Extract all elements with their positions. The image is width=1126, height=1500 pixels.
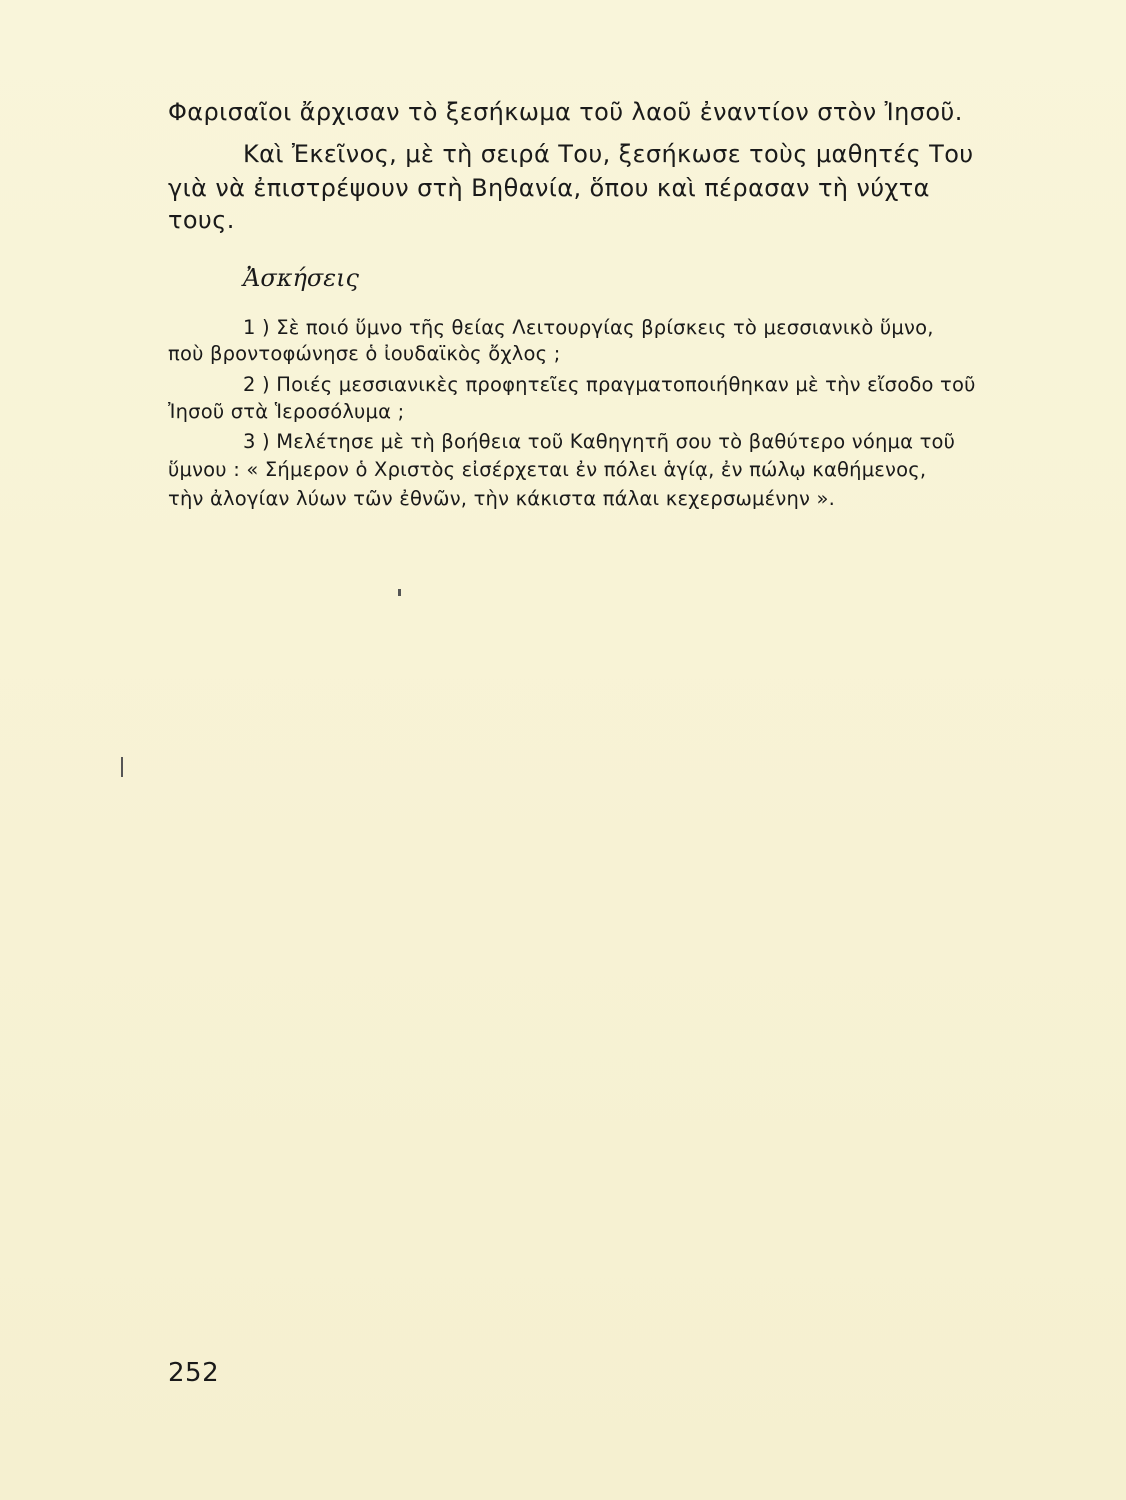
body-line-2: Καὶ Ἐκεῖνος, μὲ τὴ σειρά Του, ξεσήκωσε τοὺς μαθητές Του — [243, 140, 974, 168]
exercise-2-line-1: 2 ) Ποιές μεσσιανικὲς προφητεῖες πραγματοποιήθηκαν μὲ τὴν εἴσοδο τοῦ — [243, 373, 976, 396]
exercise-3-line-1: 3 ) Μελέτησε μὲ τὴ βοήθεια τοῦ Καθηγητῆ σου τὸ βαθύτερο νόημα τοῦ — [243, 430, 956, 453]
exercise-3-line-2: ὕμνου : « Σήμερον ὁ Χριστὸς εἰσέρχεται ἐν πόλει ἁγίᾳ, ἐν πώλῳ καθήμενος, — [168, 458, 927, 481]
body-line-4: τους. — [168, 206, 235, 234]
page-number: 252 — [168, 1358, 220, 1388]
exercise-3-line-3: τὴν ἀλογίαν λύων τῶν ἐθνῶν, τὴν κάκιστα πάλαι κεχερσωμένην ». — [168, 487, 836, 510]
ink-speck — [398, 589, 401, 596]
margin-mark — [121, 757, 123, 777]
body-line-1: Φαρισαῖοι ἄρχισαν τὸ ξεσήκωμα τοῦ λαοῦ ἐναντίον στὸν Ἰησοῦ. — [168, 98, 963, 126]
exercises-heading: Ἀσκήσεις — [243, 264, 359, 292]
exercise-1-line-2: ποὺ βροντοφώνησε ὁ ἰουδαϊκὸς ὄχλος ; — [168, 342, 561, 365]
exercise-2-line-2: Ἰησοῦ στὰ Ἱεροσόλυμα ; — [168, 400, 405, 423]
exercise-1-line-1: 1 ) Σὲ ποιό ὕμνο τῆς θείας Λειτουργίας βρίσκεις τὸ μεσσιανικὸ ὕμνο, — [243, 316, 934, 339]
body-line-3: γιὰ νὰ ἐπιστρέψουν στὴ Βηθανία, ὅπου καὶ πέρασαν τὴ νύχτα — [168, 174, 930, 202]
